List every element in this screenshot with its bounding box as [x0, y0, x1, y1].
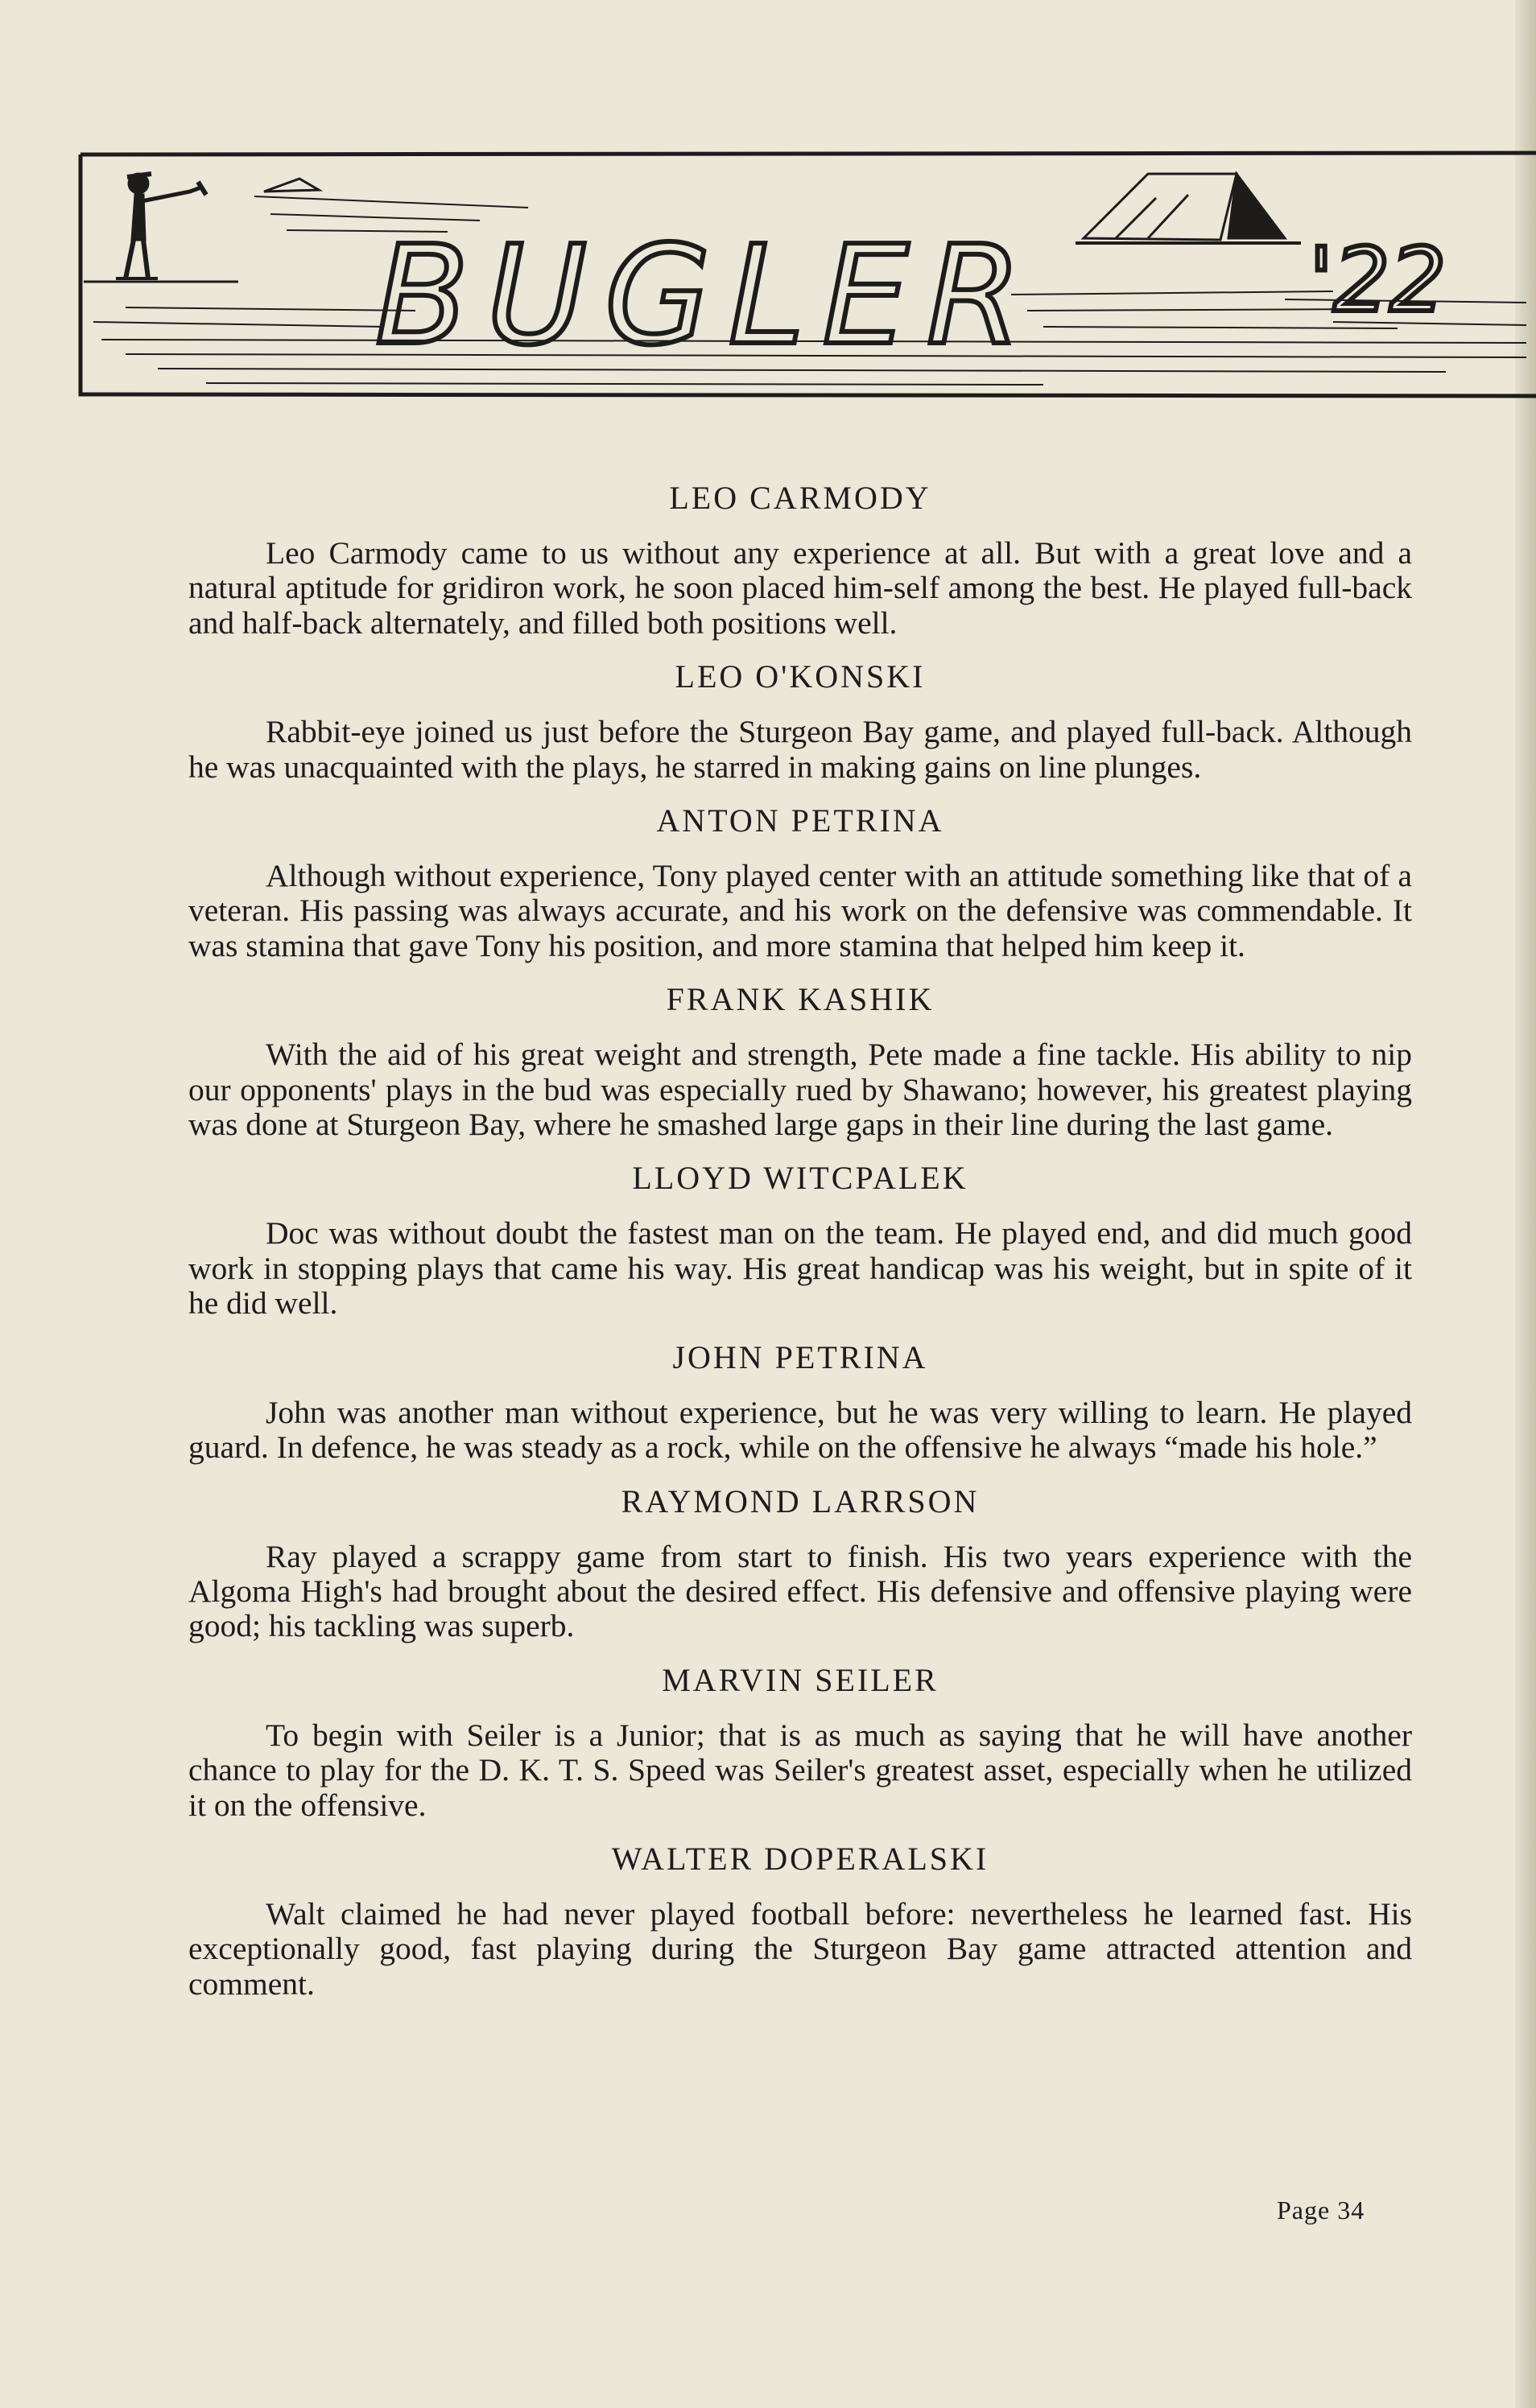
bugler-figure-icon [84, 174, 238, 282]
banner-year: '22 [1309, 229, 1447, 332]
bugler-banner [77, 150, 1536, 401]
entry-frank-kashik [188, 979, 1412, 1142]
player-bio: To begin with Seiler is a Junior; that is as much as saying that he will have another chance to play for the D. K. T. S. Speed was Seiler's greatest asset, especially when he utilized it on the offensive. [188, 1717, 1412, 1823]
player-name: LEO O'KONSKI [675, 658, 926, 695]
player-name: FRANK KASHIK [666, 981, 935, 1018]
player-bio: Leo Carmody came to us without any experience at all. But with a great love and a natural aptitude for gridiron work, he soon placed him-self among the best. He played full-back and half-back alternately, and filled both positions well. [188, 535, 1412, 641]
player-bio: With the aid of his great weight and strength, Pete made a fine tackle. His ability to nip our opponents' plays in the bud was especially rued by Shawano; however, his greatest playing was done at Sturgeon Bay, where he smashed large gaps in their line during the last game. [188, 1037, 1412, 1143]
boat-icon [264, 179, 319, 192]
entry-john-petrina [188, 1338, 1412, 1466]
ship-icon [1076, 174, 1301, 243]
player-name: MARVIN SEILER [662, 1661, 939, 1698]
player-bio: Doc was without doubt the fastest man on the team. He played end, and did much good work in stopping plays that came his way. His great handicap was his weight, but in spite of it he did well. [188, 1215, 1412, 1322]
player-name: LLOYD WITCPALEK [632, 1160, 968, 1197]
entry-leo-carmody [188, 478, 1412, 641]
player-bios [188, 478, 1412, 2018]
player-bio: John was another man without experience, but he was very willing to learn. He played guard. In defence, he was steady as a rock, while on the offensive he always “made his hole.” [188, 1394, 1412, 1466]
player-name: RAYMOND LARRSON [621, 1482, 980, 1519]
player-bio: Ray played a scrappy game from start to finish. His two years experience with the Algoma High's had brought about the desired effect. His defensive and offensive playing were good; his tackling was superb. [188, 1538, 1412, 1644]
entry-walter-doperalski [188, 1839, 1412, 2002]
entry-marvin-seiler [188, 1660, 1412, 1823]
banner-illustration [77, 150, 1536, 401]
player-name: WALTER DOPERALSKI [611, 1840, 989, 1877]
player-bio: Although without experience, Tony played center with an attitude something like that of a veteran. His passing was always accurate, and his work on the defensive was commendable. It was stamina that gave Tony his position, and more stamina that helped him keep it. [188, 858, 1412, 963]
banner-title: BUGLER [375, 216, 1040, 376]
player-name: ANTON PETRINA [656, 802, 944, 839]
entry-raymond-larrson [188, 1482, 1412, 1644]
entry-leo-okonski [188, 657, 1412, 785]
entry-lloyd-witcpalek [188, 1158, 1412, 1321]
player-name: LEO CARMODY [669, 480, 931, 516]
player-name: JOHN PETRINA [672, 1338, 928, 1375]
entry-anton-petrina [188, 801, 1412, 963]
player-bio: Walt claimed he had never played football before: nevertheless he learned fast. His exceptionally good, fast playing during the Sturgeon Bay game attracted attention and comment. [188, 1895, 1412, 2002]
player-bio: Rabbit-eye joined us just before the Sturgeon Bay game, and played full-back. Although he was unacquainted with the plays, he starred in making gains on line plunges. [188, 714, 1412, 785]
page-number: Page 34 [1277, 2196, 1365, 2225]
